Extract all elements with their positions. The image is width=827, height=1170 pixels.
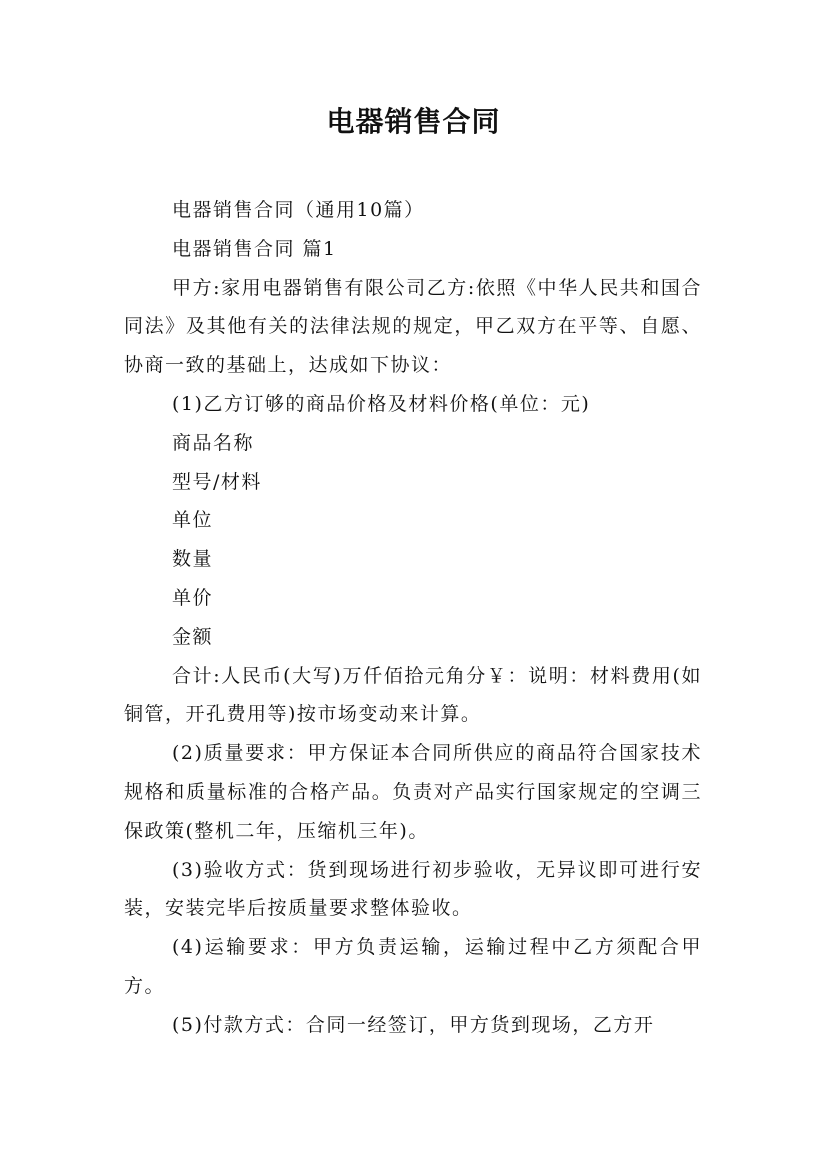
paragraph-field-amount: 金额 [172,625,214,648]
paragraph-total: 合计:人民币(大写)万仟佰拾元角分￥：说明：材料费用(如铜管，开孔费用等)按市场变动来计算。 [124,664,702,726]
paragraph-field-unit-price: 单价 [172,586,214,609]
document-body [124,191,702,1045]
paragraph-field-unit: 单位 [172,509,214,532]
paragraph-section-heading: 电器销售合同 篇1 [172,237,337,260]
paragraph-clause-1: (1)乙方订够的商品价格及材料价格(单位：元) [172,392,591,415]
paragraph-clause-2: (2)质量要求：甲方保证本合同所供应的商品符合国家技术规格和质量标准的合格产品。负责对产品实行国家规定的空调三保政策(整机二年，压缩机三年)。 [124,742,702,842]
paragraph-clause-3: (3)验收方式：货到现场进行初步验收，无异议即可进行安装，安装完毕后按质量要求整体验收。 [124,858,702,920]
paragraph-field-product-name: 商品名称 [172,431,255,454]
paragraph-field-quantity: 数量 [172,548,214,571]
paragraph-clause-5: (5)付款方式：合同一经签订，甲方货到现场，乙方开 [172,1013,655,1036]
paragraph-parties: 甲方:家用电器销售有限公司乙方:依照《中华人民共和国合同法》及其他有关的法律法规的规定，甲乙双方在平等、自愿、协商一致的基础上，达成如下协议： [124,276,702,377]
paragraph-clause-4: (4)运输要求：甲方负责运输，运输过程中乙方须配合甲方。 [124,936,702,997]
document-title: 电器销售合同 [326,105,501,138]
paragraph-field-model-material: 型号/材料 [172,470,262,493]
paragraph-subtitle: 电器销售合同（通用10篇） [172,199,425,221]
